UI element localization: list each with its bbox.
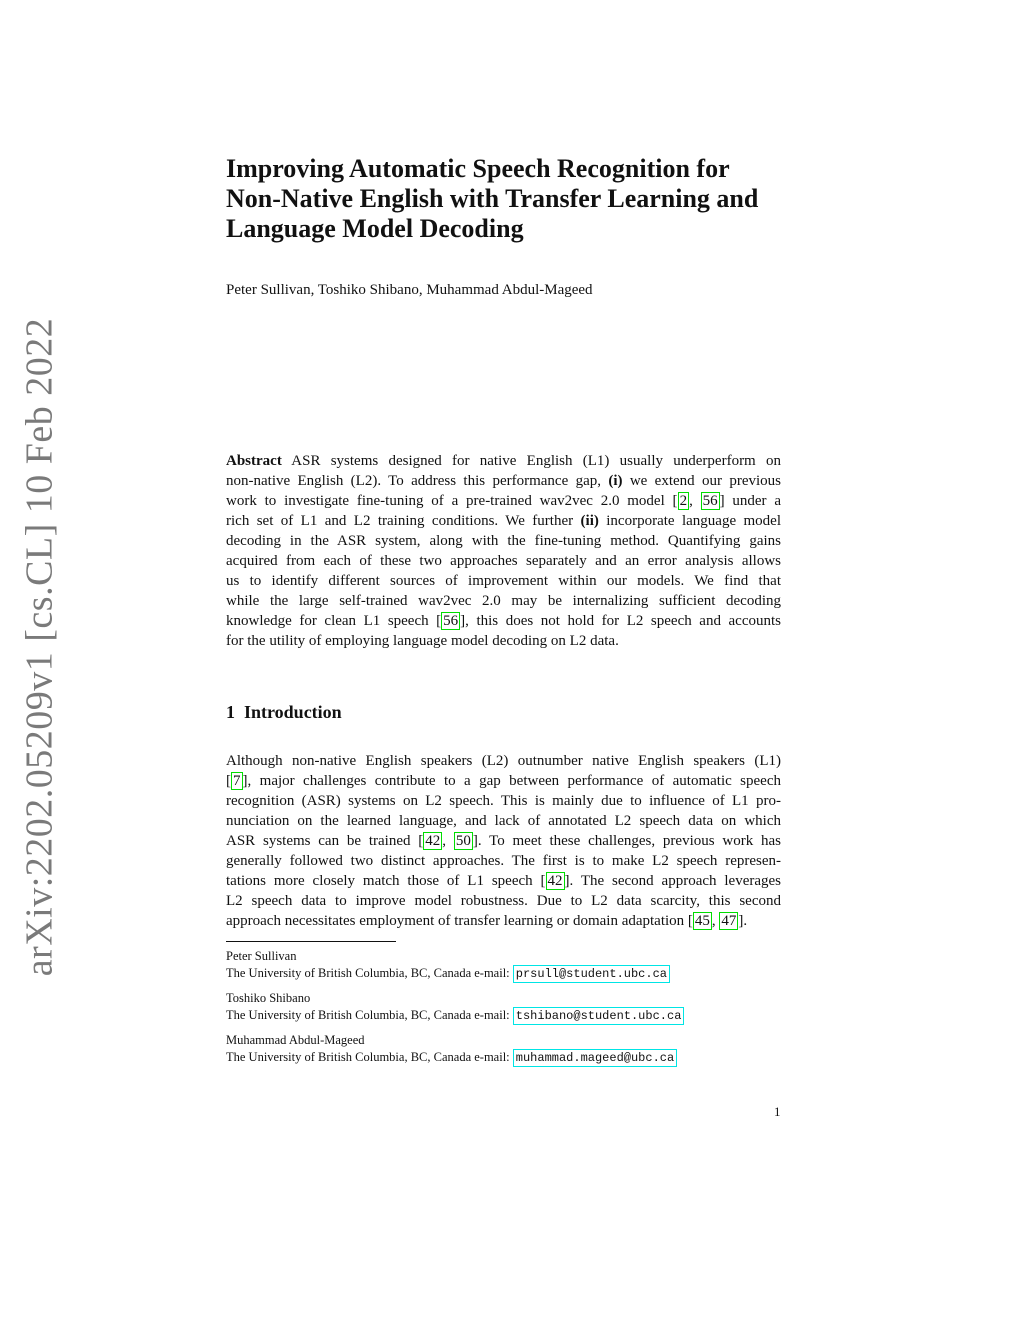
email-link[interactable]: tshibano@student.ubc.ca <box>513 1007 685 1025</box>
page-number: 1 <box>774 1104 781 1119</box>
email-link[interactable]: prsull@student.ubc.ca <box>513 965 670 983</box>
intro-line: L2 speech data to improve model robustness. Due to L2 data scarcity, this second <box>226 893 781 909</box>
abstract-line: Abstract ASR systems designed for native English (L1) usually underperform on <box>226 453 781 469</box>
intro-line: generally followed two distinct approaches. The first is to make L2 speech represen- <box>226 853 781 869</box>
arxiv-identifier-stamp <box>14 317 64 977</box>
intro-line: recognition (ASR) systems on L2 speech. This is mainly due to influence of L1 pro- <box>226 793 781 809</box>
footnote-author-1 <box>226 948 786 983</box>
abstract-line: work to investigate fine-tuning of a pre-trained wav2vec 2.0 model [ 2 , 56 ] under a <box>226 493 782 509</box>
intro-line: nunciation on the learned language, and lack of annotated L2 speech data on which <box>226 813 781 829</box>
abstract-line: non-native English (L2). To address this performance gap, (i) we extend our previous <box>226 473 781 489</box>
citation-link-45[interactable]: 45 <box>694 913 710 929</box>
intro-line: tations more closely match those of L1 speech [ 42 ]. The second approach leverages <box>226 873 781 889</box>
email-link[interactable]: muhammad.mageed@ubc.ca <box>513 1049 677 1067</box>
citation-link-50[interactable]: 50 <box>455 833 471 849</box>
section-number: 1 <box>226 702 235 722</box>
footnote-name: Muhammad Abdul-Mageed <box>226 1033 365 1047</box>
footnote-affiliation: The University of British Columbia, BC, Canada e-mail: muhammad.mageed@ubc.ca <box>226 1049 786 1067</box>
citation-link-56[interactable]: 56 <box>443 613 459 629</box>
abstract-label: Abstract <box>226 453 282 469</box>
abstract-line: decoding in the ASR system, along with the fine-tuning method. Quantifying gains <box>226 533 781 549</box>
citation-link-47[interactable]: 47 <box>721 913 737 929</box>
section-title: Introduction <box>244 702 342 722</box>
footnote-divider <box>226 941 396 942</box>
citation-link-42[interactable]: 42 <box>547 873 563 889</box>
footnote-author-2 <box>226 990 786 1025</box>
footnote-name: Peter Sullivan <box>226 949 297 963</box>
footnote-affiliation: The University of British Columbia, BC, Canada e-mail: prsull@student.ubc.ca <box>226 965 786 983</box>
citation-link-56[interactable]: 56 <box>702 493 718 509</box>
author-list: Peter Sullivan, Toshiko Shibano, Muhammad Abdul-Mageed <box>226 282 593 298</box>
abstract-line: acquired from each of these two approaches separately and an error analysis allows <box>226 553 781 569</box>
abstract-line: us to identify different sources of improvement within our models. We find that <box>226 573 781 589</box>
intro-line: ASR systems can be trained [ 42 , 50 ]. To meet these challenges, previous work has <box>226 833 781 849</box>
footnote-name: Toshiko Shibano <box>226 991 311 1005</box>
intro-line: Although non-native English speakers (L2) outnumber native English speakers (L1) <box>226 753 781 769</box>
citation-link-7[interactable]: 7 <box>233 773 241 789</box>
introduction-paragraph <box>226 751 781 931</box>
abstract-line: rich set of L1 and L2 training conditions. We further (ii) incorporate language model <box>226 513 781 529</box>
citation-link-42[interactable]: 42 <box>425 833 441 849</box>
intro-line: [ 7 ], major challenges contribute to a gap between performance of automatic speech <box>226 773 781 789</box>
citation-link-2[interactable]: 2 <box>679 493 688 509</box>
abstract-line: knowledge for clean L1 speech [ 56 ], this does not hold for L2 speech and accounts <box>226 613 781 629</box>
paper-title-line-1: Improving Automatic Speech Recognition for <box>226 154 730 183</box>
paper-title <box>226 154 806 244</box>
section-heading-introduction <box>226 702 342 723</box>
paper-title-line-2: Non-Native English with Transfer Learning and <box>226 184 759 213</box>
arxiv-identifier-text: arXiv:2202.05209v1 [cs.CL] 10 Feb 2022 <box>18 317 61 977</box>
abstract-line: while the large self-trained wav2vec 2.0 may be internalizing sufficient decoding <box>226 593 781 609</box>
paper-title-line-3: Language Model Decoding <box>226 214 524 243</box>
abstract <box>226 451 781 651</box>
footnote-author-3 <box>226 1032 786 1067</box>
intro-line: approach necessitates employment of transfer learning or domain adaptation [ 45 , 47 ]. <box>226 913 748 929</box>
footnote-affiliation: The University of British Columbia, BC, Canada e-mail: tshibano@student.ubc.ca <box>226 1007 786 1025</box>
abstract-line: for the utility of employing language model decoding on L2 data. <box>226 633 619 649</box>
